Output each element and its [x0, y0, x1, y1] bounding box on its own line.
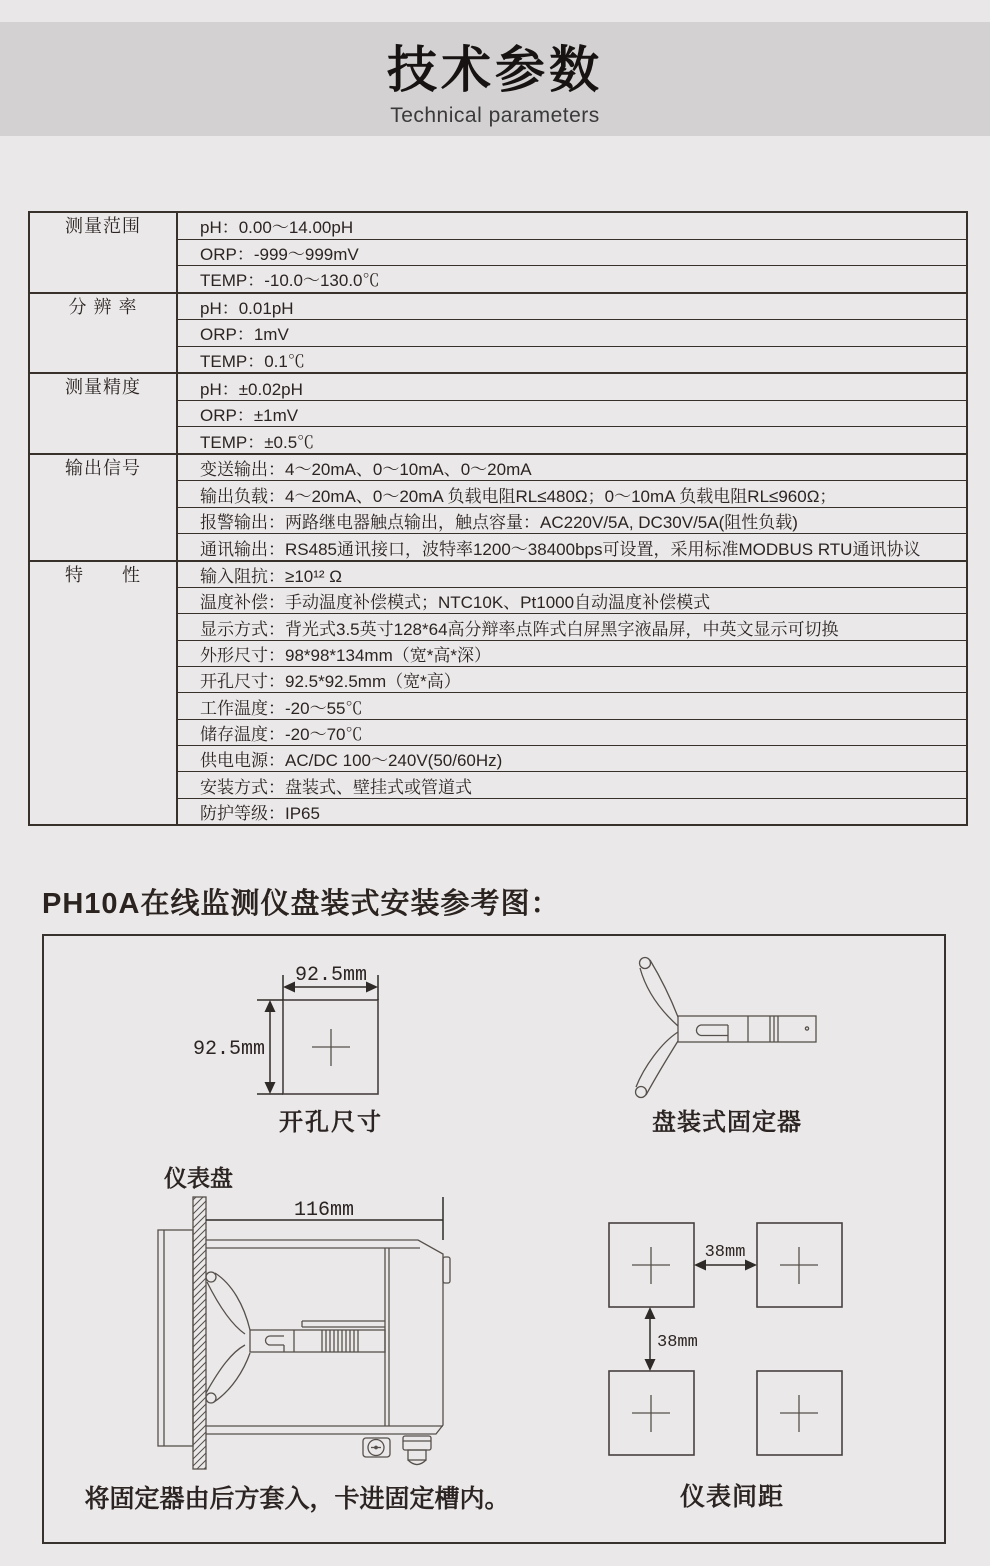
table-cell: 报警输出：两路继电器触点输出，触点容量：AC220V/5A, DC30V/5A(阻性负载): [178, 507, 966, 533]
fixture-caption: 盘装式固定器: [652, 1109, 802, 1136]
table-cell: 显示方式：背光式3.5英寸128*64高分辩率点阵式白屏黑字液晶屏，中英文显示可切换: [178, 613, 966, 639]
table-cell: ORP：±1mV: [178, 400, 966, 427]
table-cell: ORP：-999～999mV: [178, 239, 966, 266]
top-strip: [0, 0, 990, 22]
table-cell: 通讯输出：RS485通讯接口，波特率1200～38400bps可设置，采用标准MODBUS RTU通讯协议: [178, 533, 966, 559]
spacing-caption: 仪表间距: [679, 1483, 785, 1511]
page-subtitle: Technical parameters: [390, 104, 600, 127]
table-group-characteristics: [30, 560, 966, 824]
depth-label: 116mm: [293, 1199, 355, 1222]
cable-gland: [403, 1436, 431, 1465]
table-cell: pH：0.00～14.00pH: [200, 218, 354, 238]
panel-wall-hatched: [193, 1197, 206, 1469]
hole-width-label: 92.5mm: [294, 964, 368, 987]
table-group-accuracy: [30, 372, 966, 453]
table-cell: TEMP：0.1℃: [178, 346, 966, 373]
installation-diagram: [42, 934, 946, 1544]
table-group-label: [30, 374, 178, 453]
hole-height-label: 92.5mm: [192, 1038, 265, 1061]
page-title: 技术参数: [387, 42, 603, 98]
table-cell: 外形尺寸：98*98*134mm（宽*高*深）: [178, 640, 966, 666]
fixture-slot: [696, 1025, 728, 1036]
panel-fixture-drawing: [636, 958, 817, 1137]
fixture-top-tip: [640, 958, 651, 969]
table-group-rows: [178, 374, 966, 453]
vertical-gap-arrow: [645, 1307, 656, 1371]
table-cell: 储存温度：-20～70℃: [178, 719, 966, 745]
table-group-label: [30, 213, 178, 292]
header-band: [0, 22, 990, 136]
table-group-label: [30, 294, 178, 373]
group-label-text: 测量精度: [65, 377, 141, 398]
fixture-shaft: [678, 1016, 816, 1042]
table-group-rows: [178, 213, 966, 292]
fixing-screw: [363, 1438, 390, 1457]
panel-label: 仪表盘: [164, 1165, 233, 1191]
center-cross-icon: [312, 1029, 350, 1066]
group-label-text: 测量范围: [65, 216, 141, 236]
table-cell: 工作温度：-20～55℃: [178, 692, 966, 718]
device-body: [206, 1240, 443, 1434]
table-group-rows: [178, 294, 966, 373]
group-label-text: 输出信号: [65, 457, 141, 478]
fixture-side-view: [206, 1272, 385, 1403]
hole-dimension-drawing: [193, 964, 383, 1136]
table-cell: 开孔尺寸：92.5*92.5mm（宽*高）: [178, 666, 966, 692]
table-cell: pH：±0.02pH: [200, 379, 303, 399]
table-cell: 供电电源：AC/DC 100～240V(50/60Hz): [178, 745, 966, 771]
fixture-bottom-tip: [636, 1087, 647, 1098]
table-cell: 温度补偿：手动温度补偿模式；NTC10K、Pt1000自动温度补偿模式: [178, 587, 966, 613]
table-cell: 输出负载：4～20mA、0～20mA 负载电阻RL≤480Ω；0～10mA 负载电阻RL≤960Ω；: [178, 480, 966, 506]
table-group-label: [30, 562, 178, 824]
table-cell: TEMP：-10.0～130.0℃: [178, 265, 966, 292]
table-group-rows: [178, 455, 966, 560]
table-cell: 防护等级：IP65: [178, 798, 966, 824]
side-installation-drawing: [84, 1165, 509, 1513]
horizontal-gap-label: 38mm: [704, 1243, 746, 1262]
vertical-gap-label: 38mm: [657, 1333, 698, 1352]
shaft-knurling: [322, 1330, 358, 1352]
table-cell: 变送输出：4～20mA、0～10mA、0～20mA: [200, 460, 532, 480]
spacing-drawing: [609, 1223, 842, 1511]
side-clip: [443, 1257, 450, 1283]
table-cell: TEMP：±0.5℃: [178, 426, 966, 453]
table-cell: 输入阻抗：≥10¹² Ω: [200, 567, 342, 586]
table-cell: 安装方式：盘装式、壁挂式或管道式: [178, 771, 966, 797]
table-group-output-signal: [30, 453, 966, 560]
table-group-label: [30, 455, 178, 560]
installation-note: 将固定器由后方套入，卡进固定槽内。: [84, 1485, 510, 1513]
group-label-text: 特 性: [65, 564, 141, 585]
group-label-text: 分 辨 率: [68, 296, 138, 317]
spec-table: [28, 211, 968, 826]
installation-diagram-canvas: [44, 936, 944, 1542]
table-cell: pH：0.01pH: [200, 298, 294, 318]
table-group-measure-range: [30, 213, 966, 292]
hole-caption: 开孔尺寸: [279, 1109, 383, 1136]
table-cell: ORP：1mV: [178, 319, 966, 346]
front-bezel: [158, 1230, 193, 1446]
section-title: PH10A在线监测仪盘装式安装参考图：: [42, 888, 561, 920]
table-group-rows: [178, 562, 966, 824]
table-group-resolution: [30, 292, 966, 373]
